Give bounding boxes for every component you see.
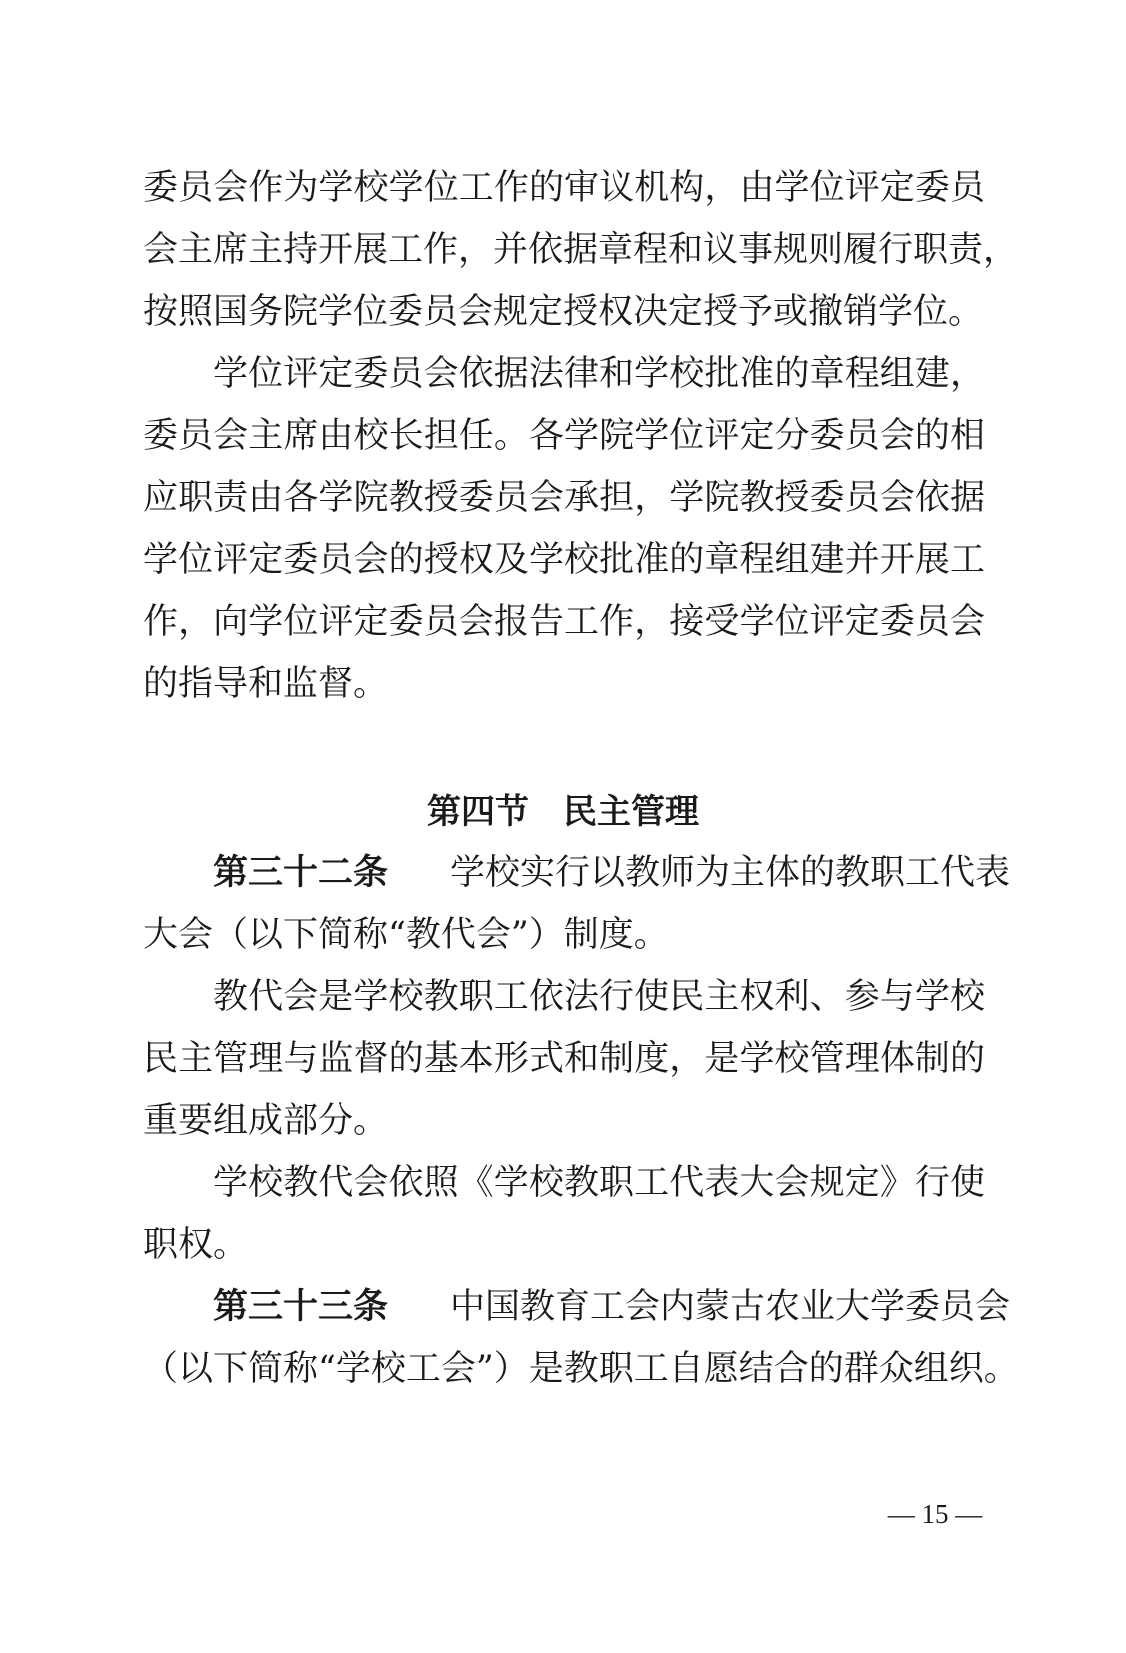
text-line: 职权。: [143, 1225, 249, 1265]
text-line: 委员会主席由校长担任。各学院学位评定分委员会的相: [143, 416, 985, 456]
section-heading: 第四节 民主管理: [427, 792, 699, 832]
text-line: 应职责由各学院教授委员会承担，学院教授委员会依据: [143, 478, 985, 518]
article-33-text: 中国教育工会内蒙古农业大学委员会: [450, 1287, 1011, 1327]
text-line: 会主席主持开展工作，并依据章程和议事规则履行职责，: [143, 230, 1019, 270]
article-32-label: 第三十二条: [213, 853, 389, 893]
text-line: 学位评定委员会依据法律和学校批准的章程组建，: [213, 354, 985, 394]
article-32-text: 学校实行以教师为主体的教职工代表: [450, 853, 1011, 893]
text-line: 的指导和监督。: [143, 664, 389, 704]
article-33-first-line: [213, 1282, 1011, 1332]
text-line: 作，向学位评定委员会报告工作，接受学位评定委员会: [143, 602, 985, 642]
text-line: 按照国务院学位委员会规定授权决定授予或撤销学位。: [143, 292, 984, 332]
text-line: 重要组成部分。: [143, 1101, 389, 1141]
text-line: 学校教代会依照《学校教职工代表大会规定》行使: [213, 1163, 985, 1203]
text-line: 民主管理与监督的基本形式和制度，是学校管理体制的: [143, 1039, 985, 1079]
text-line: 大会（以下简称“教代会”）制度。: [143, 915, 669, 955]
article-32-first-line: [213, 848, 1011, 898]
article-33-label: 第三十三条: [213, 1287, 389, 1327]
text-line: 教代会是学校教职工依法行使民主权利、参与学校: [213, 977, 985, 1017]
page-number: — 15 —: [887, 1499, 983, 1529]
text-line: （以下简称“学校工会”）是教职工自愿结合的群众组织。: [143, 1349, 1019, 1389]
text-line: 委员会作为学校学位工作的审议机构，由学位评定委员: [143, 168, 985, 208]
text-line: 学位评定委员会的授权及学校批准的章程组建并开展工: [143, 540, 985, 580]
